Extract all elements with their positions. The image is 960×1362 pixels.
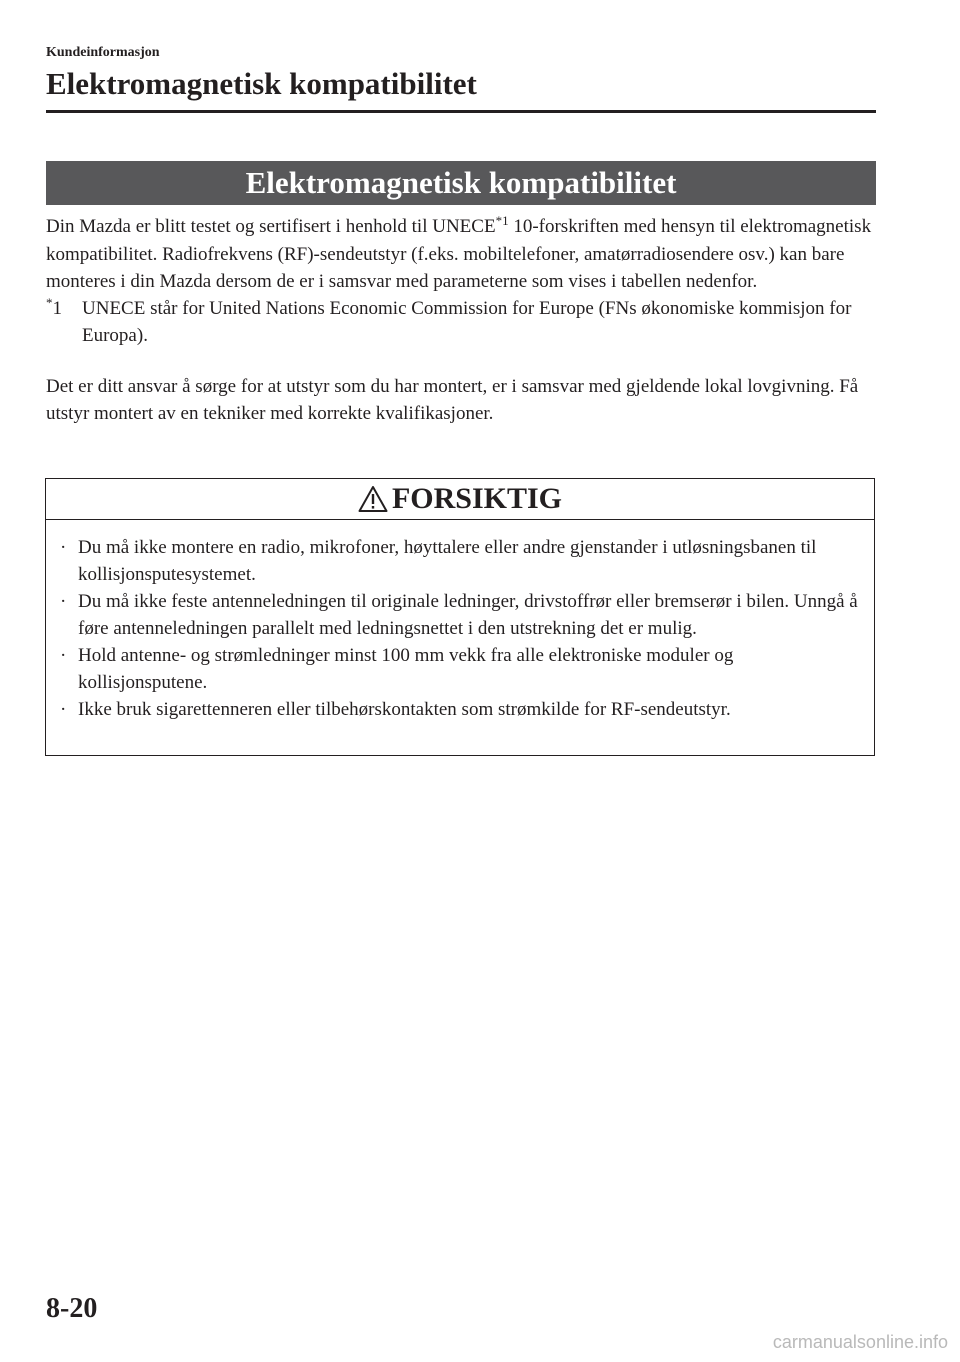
chapter-title: Elektromagnetisk kompatibilitet <box>46 66 477 101</box>
intro-text-end: 10-forskriften med hensyn til elektromagnetisk kompatibilitet. Radiofrekvens (RF)-sendeutstyr (f.eks. mobiltelefoner, amatørradiosendere osv.) kan bare monteres i din Mazda dersom de er i samsvar med parameterne som vises i tabellen nedenfor. <box>46 216 872 292</box>
section-banner: Elektromagnetisk kompatibilitet <box>46 161 876 205</box>
caution-item-text: Du må ikke montere en radio, mikrofoner, høyttalere eller andre gjenstander i utløsningsbanen til kollisjonsputesystemet. <box>78 537 817 585</box>
caution-item <box>60 642 860 696</box>
bullet-icon: · <box>60 699 67 720</box>
bullet-icon: · <box>60 645 67 666</box>
header-divider <box>46 110 876 113</box>
footnote-text: UNECE står for United Nations Economic Commission for Europe (FNs økonomiske kommisjon for Europa). <box>82 298 852 346</box>
footnote-reference: *1 <box>495 213 509 228</box>
responsibility-paragraph: Det er ditt ansvar å sørge for at utstyr som du har montert, er i samsvar med gjeldende lokal lovgivning. Få utstyr montert av en tekniker med korrekte kvalifikasjoner. <box>46 376 859 424</box>
bullet-icon: · <box>60 591 67 612</box>
caution-item <box>60 534 860 588</box>
caution-item-text: Hold antenne- og strømledninger minst 100 mm vekk fra alle elektroniske moduler og kollisjonsputene. <box>78 645 734 693</box>
body-text <box>46 213 876 427</box>
footnote-star: * <box>46 295 53 310</box>
caution-list <box>46 520 874 723</box>
section-label: Kundeinformasjon <box>46 45 160 60</box>
footnote-marker <box>46 295 62 323</box>
page-number: 8-20 <box>46 1293 98 1324</box>
caution-item <box>60 588 860 642</box>
bullet-icon: · <box>60 537 67 558</box>
footnote-number: 1 <box>52 298 62 319</box>
page-header <box>46 44 876 113</box>
warning-triangle-icon <box>358 485 388 513</box>
caution-header <box>46 479 874 520</box>
intro-paragraph <box>46 213 876 295</box>
intro-text-start: Din Mazda er blitt testet og sertifisert i henhold til UNECE <box>46 216 496 237</box>
footnote <box>46 295 876 349</box>
caution-item-text: Du må ikke feste antenneledningen til originale ledninger, drivstoffrør eller bremserør i bilen. Unngå å føre antenneledningen parallelt med ledningsnettet i den utstrekning det er mulig. <box>78 591 858 639</box>
caution-item <box>60 696 860 723</box>
caution-box <box>45 478 875 756</box>
watermark: carmanualsonline.info <box>772 1332 948 1352</box>
caution-item-text: Ikke bruk sigarettenneren eller tilbehørskontakten som strømkilde for RF-sendeutstyr. <box>78 699 731 720</box>
caution-heading: FORSIKTIG <box>391 482 563 515</box>
